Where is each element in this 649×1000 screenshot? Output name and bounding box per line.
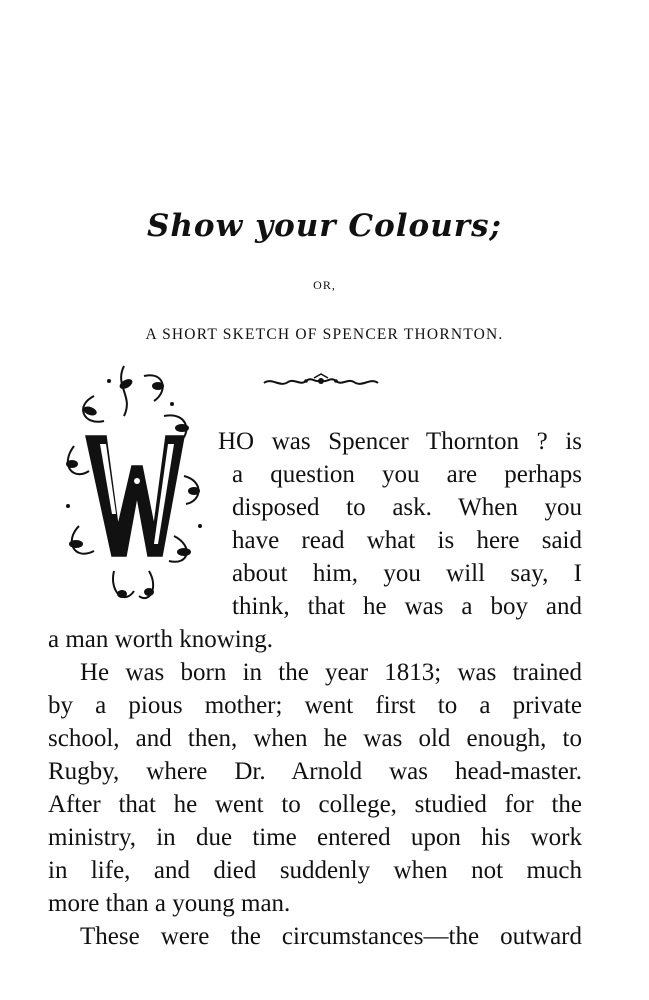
decorated-initial-w-icon [54,356,214,616]
text-line: After that he went to college, studied for the [48,791,582,818]
text-line: by a pious mother; went first to a private [48,692,582,719]
text-line: a question you are perhaps [232,461,582,488]
text-line: in life, and died suddenly when not much [48,857,582,884]
text-line: have read what is here said [232,527,582,554]
text-line: disposed to ask. When you [232,494,582,521]
text-line: about him, you will say, I [232,560,582,587]
text-line: a man worth knowing. [48,626,273,653]
chapter-subtitle: A SHORT SKETCH OF SPENCER THORNTON. [145,326,504,343]
text-line: think, that he was a boy and [232,593,582,620]
ornament-divider-icon [262,372,380,392]
title-conjunction: OR, [313,278,336,292]
text-line: HO was Spencer Thornton ? is [218,428,582,455]
chapter-title: Show your Colours; [146,208,502,244]
text-line: He was born in the year 1813; was trained [80,659,582,686]
text-line: more than a young man. [48,890,291,917]
text-line: These were the circumstances—the outward [80,923,582,950]
text-line: Rugby, where Dr. Arnold was head-master. [48,758,582,785]
text-line: ministry, in due time entered upon his work [48,824,582,851]
text-line: school, and then, when he was old enough, to [48,725,582,752]
